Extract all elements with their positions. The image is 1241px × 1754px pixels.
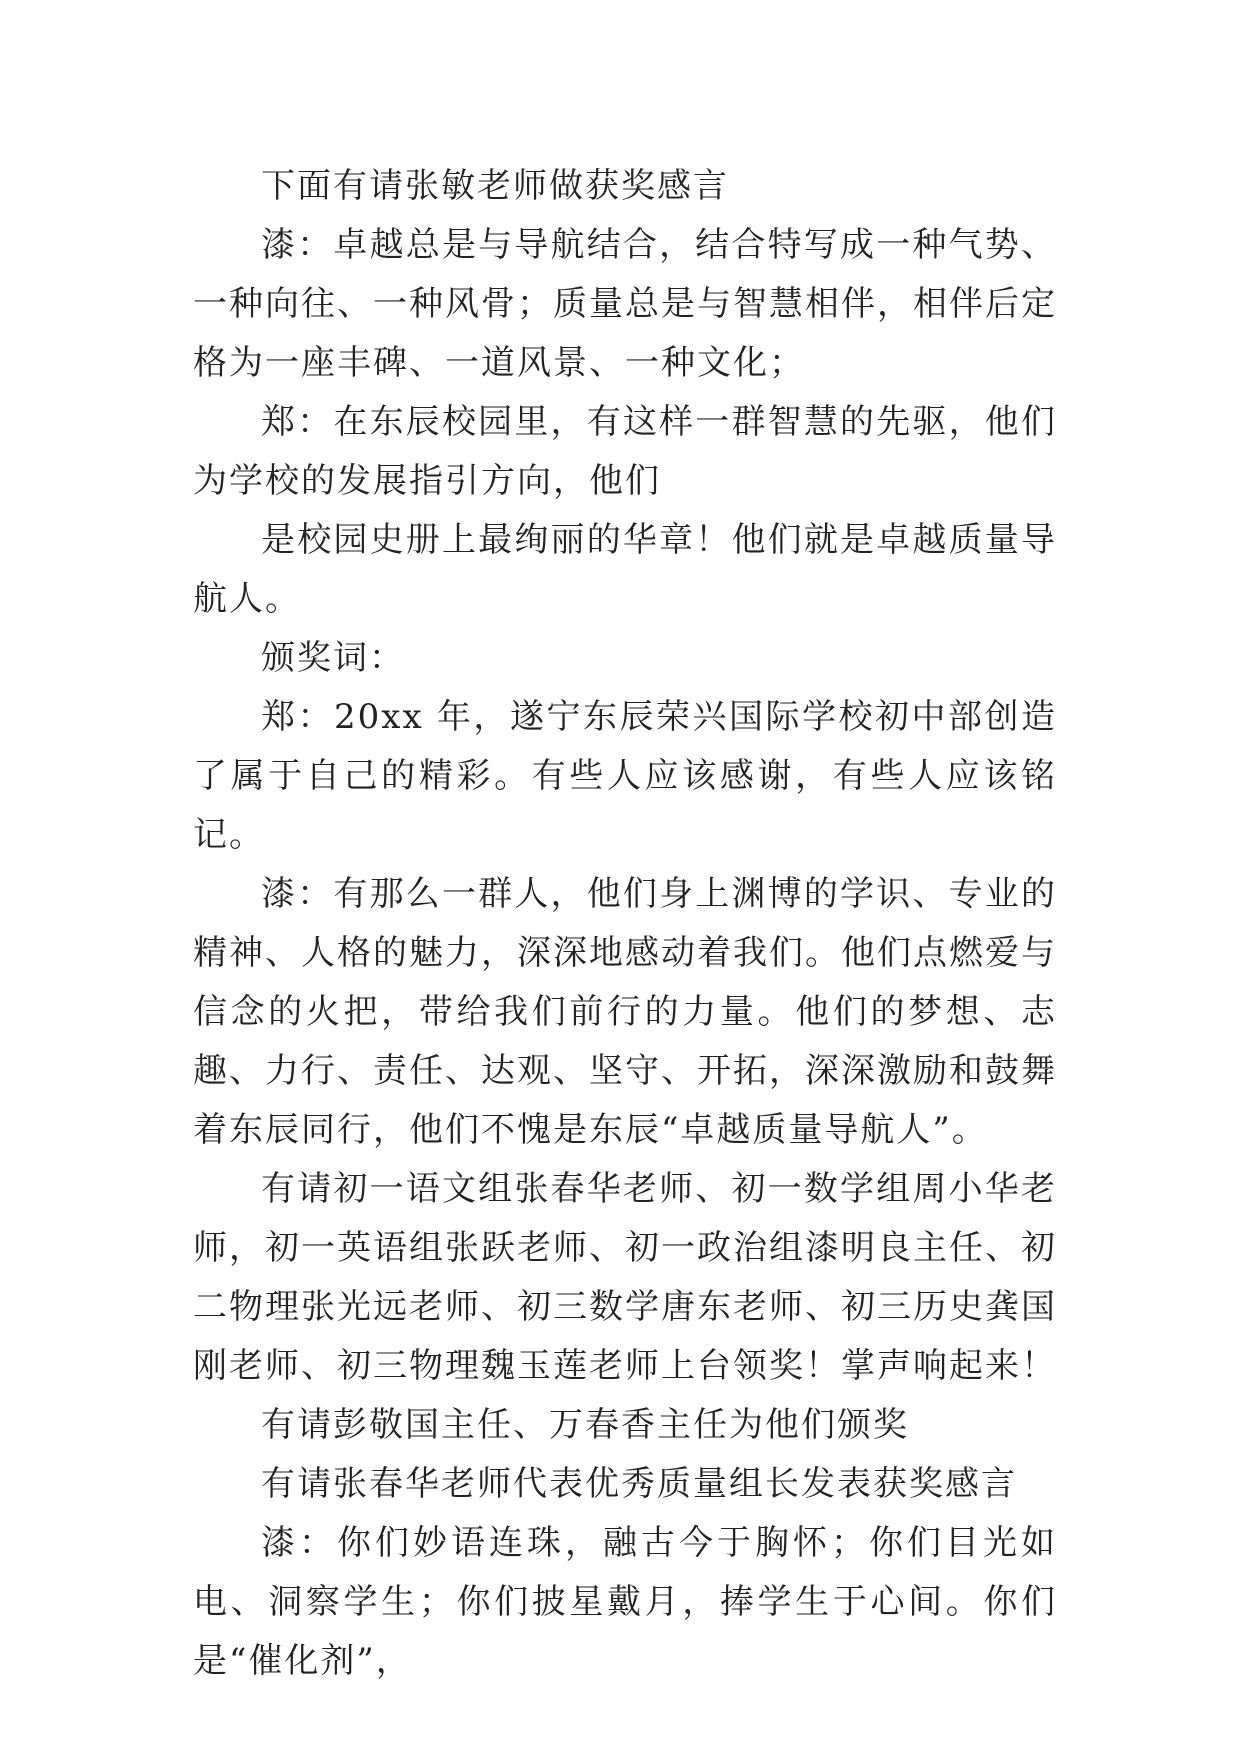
paragraph-presenters: 有请彭敬国主任、万春香主任为他们颁奖 [261,1405,909,1445]
document-body [193,157,1057,1691]
paragraph-qi-catalyst: 漆：你们妙语连珠，融古今于胸怀；你们目光如电、洞察学生；你们披星戴月，捧学生于心间。你们是“催化剂”， [193,1523,1057,1681]
paragraph-zheng-year: 郑：20xx 年，遂宁东辰荣兴国际学校初中部创造了属于自己的精彩。有些人应该感谢，有些人应该铭记。 [193,697,1057,855]
paragraph-qi-excellence: 漆：卓越总是与导航结合，结合特写成一种气势、一种向往、一种风骨；质量总是与智慧相伴，相伴后定格为一座丰碑、一道风景、一种文化； [193,225,1057,383]
paragraph-invite-zhang-min: 下面有请张敏老师做获奖感言 [261,166,729,206]
paragraph-zheng-pioneers: 郑：在东辰校园里，有这样一群智慧的先驱，他们为学校的发展指引方向，他们 [193,402,1057,501]
paragraph-zhang-chunhua-speech: 有请张春华老师代表优秀质量组长发表获奖感言 [261,1464,1017,1504]
paragraph-qi-group: 漆：有那么一群人，他们身上渊博的学识、专业的精神、人格的魅力，深深地感动着我们。他们点燃爱与信念的火把，带给我们前行的力量。他们的梦想、志趣、力行、责任、达观、坚守、开拓，深深激励和鼓舞着东辰同行，他们不愧是东辰“卓越质量导航人”。 [193,874,1057,1150]
paragraph-teacher-list: 有请初一语文组张春华老师、初一数学组周小华老师，初一英语组张跃老师、初一政治组漆明良主任、初二物理张光远老师、初三数学唐东老师、初三历史龚国刚老师、初三物理魏玉莲老师上台领奖！掌声响起来！ [193,1169,1057,1386]
paragraph-award-speech-heading: 颁奖词： [261,638,405,678]
paragraph-campus-history: 是校园史册上最绚丽的华章！他们就是卓越质量导航人。 [193,520,1057,619]
